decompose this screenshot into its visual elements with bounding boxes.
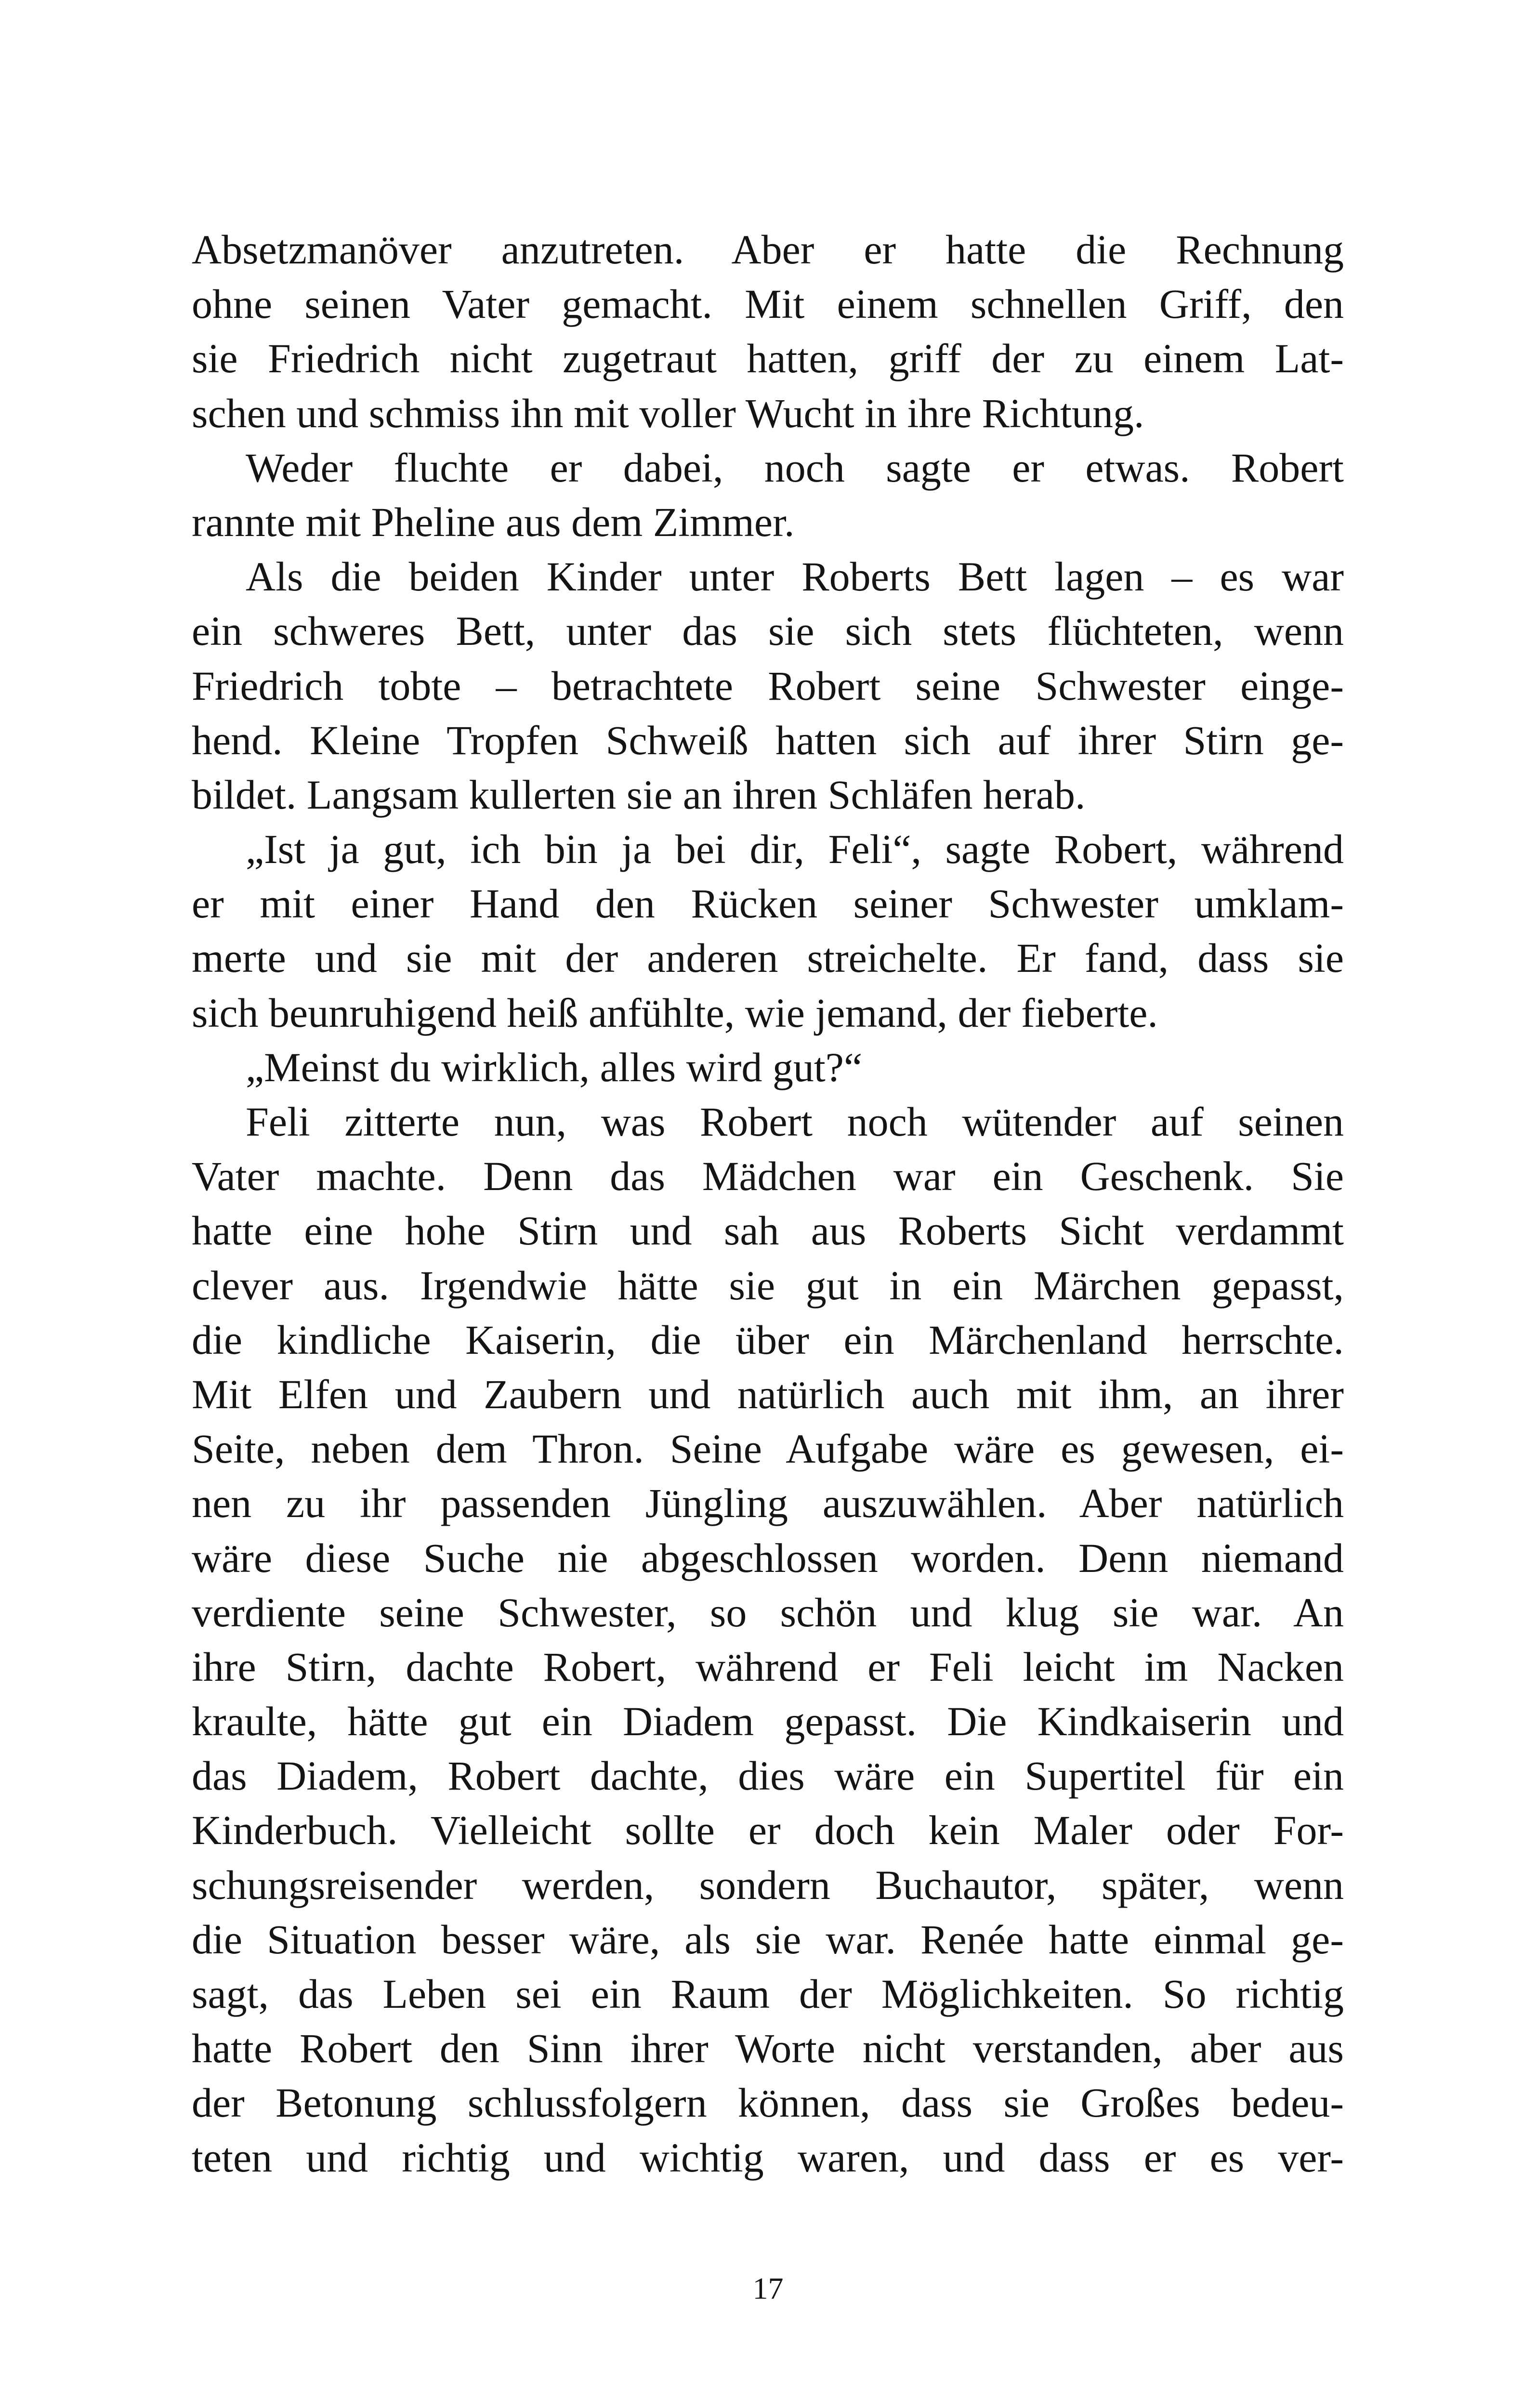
text-line: clever aus. Irgendwie hätte sie gut in ein Märchen gepasst,	[192, 1262, 1344, 1309]
text-line: Feli zitterte nun, was Robert noch wütender auf seinen	[246, 1099, 1344, 1145]
text-line: „Meinst du wirklich, alles wird gut?“	[246, 1044, 863, 1090]
text-line: Vater machte. Denn das Mädchen war ein Geschenk. Sie	[192, 1153, 1344, 1200]
text-line: kraulte, hätte gut ein Diadem gepasst. Die Kindkaiserin und	[192, 1698, 1344, 1745]
text-line: „Ist ja gut, ich bin ja bei dir, Feli“, sagte Robert, während	[246, 826, 1344, 873]
text-line: Weder fluchte er dabei, noch sagte er etwas. Robert	[246, 444, 1344, 491]
text-line: sich beunruhigend heiß anfühlte, wie jemand, der fieberte.	[192, 989, 1158, 1036]
text-line: hend. Kleine Tropfen Schweiß hatten sich auf ihrer Stirn ge-	[192, 717, 1344, 763]
text-line: rannte mit Pheline aus dem Zimmer.	[192, 498, 795, 545]
text-line: hatte Robert den Sinn ihrer Worte nicht verstanden, aber aus	[192, 2025, 1344, 2072]
text-line: ein schweres Bett, unter das sie sich stets flüchteten, wenn	[192, 608, 1344, 654]
text-line: der Betonung schlussfolgern können, dass sie Großes bedeu-	[192, 2080, 1344, 2126]
text-line: wäre diese Suche nie abgeschlossen worden. Denn niemand	[192, 1534, 1344, 1581]
text-line: Friedrich tobte – betrachtete Robert seine Schwester einge-	[192, 662, 1344, 709]
text-line: schen und schmiss ihn mit voller Wucht in ihre Richtung.	[192, 390, 1144, 436]
text-line: die Situation besser wäre, als sie war. Renée hatte einmal ge-	[192, 1916, 1344, 1963]
text-line: nen zu ihr passenden Jüngling auszuwählen. Aber natürlich	[192, 1480, 1344, 1527]
text-line: teten und richtig und wichtig waren, und dass er es ver-	[192, 2134, 1344, 2181]
text-line: sie Friedrich nicht zugetraut hatten, griff der zu einem Lat-	[192, 335, 1344, 382]
text-line: merte und sie mit der anderen streichelte. Er fand, dass sie	[192, 935, 1344, 982]
text-line: er mit einer Hand den Rücken seiner Schwester umklam-	[192, 880, 1344, 927]
text-line: bildet. Langsam kullerten sie an ihren Schläfen herab.	[192, 771, 1086, 818]
text-line: Absetzmanöver anzutreten. Aber er hatte die Rechnung	[192, 226, 1344, 273]
text-line: Mit Elfen und Zaubern und natürlich auch mit ihm, an ihrer	[192, 1371, 1344, 1417]
text-line: ohne seinen Vater gemacht. Mit einem schnellen Griff, den	[192, 281, 1344, 327]
text-line: Kinderbuch. Vielleicht sollte er doch kein Maler oder For-	[192, 1807, 1344, 1854]
body-text	[192, 222, 1344, 2185]
text-line: Als die beiden Kinder unter Roberts Bett lagen – es war	[246, 553, 1344, 600]
text-line: hatte eine hohe Stirn und sah aus Roberts Sicht verdammt	[192, 1207, 1344, 1254]
text-line: das Diadem, Robert dachte, dies wäre ein Supertitel für ein	[192, 1753, 1344, 1799]
text-line: sagt, das Leben sei ein Raum der Möglichkeiten. So richtig	[192, 1971, 1344, 2017]
text-line: schungsreisender werden, sondern Buchautor, später, wenn	[192, 1861, 1344, 1908]
text-line: verdiente seine Schwester, so schön und klug sie war. An	[192, 1589, 1344, 1636]
text-line: die kindliche Kaiserin, die über ein Märchenland herrschte.	[192, 1316, 1344, 1363]
text-line: ihre Stirn, dachte Robert, während er Feli leicht im Nacken	[192, 1643, 1344, 1690]
page-number: 17	[752, 2271, 784, 2305]
text-line: Seite, neben dem Thron. Seine Aufgabe wäre es gewesen, ei-	[192, 1426, 1344, 1472]
